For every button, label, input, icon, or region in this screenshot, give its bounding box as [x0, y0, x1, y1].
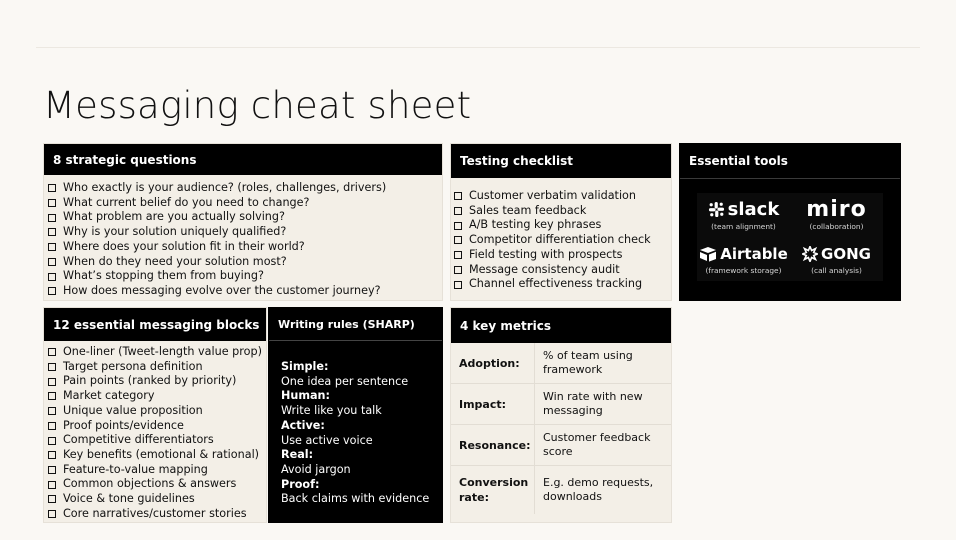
metric-name: Adoption:	[451, 343, 535, 383]
metric-name: Resonance:	[451, 425, 535, 465]
rule-key: Simple:	[281, 360, 329, 373]
metric-description: E.g. demo requests, downloads	[543, 475, 654, 503]
metric-row	[451, 466, 671, 514]
essential-tools-heading: Essential tools	[680, 144, 900, 179]
gong-icon	[802, 246, 818, 262]
writing-rules-heading: Writing rules (SHARP)	[269, 308, 442, 341]
key-metrics-heading: 4 key metrics	[451, 308, 671, 343]
airtable-icon	[699, 246, 717, 262]
checkbox-icon	[48, 437, 56, 445]
checkbox-icon	[48, 273, 56, 281]
strategic-questions-heading: 8 strategic questions	[44, 144, 442, 175]
list-item: Why is your solution uniquely qualified?	[48, 225, 442, 240]
checkbox-icon	[454, 192, 462, 200]
list-item: Unique value proposition	[48, 404, 266, 419]
rule-key: Real:	[281, 448, 314, 462]
list-item: What problem are you actually solving?	[48, 210, 442, 225]
testing-checklist-list	[451, 178, 671, 292]
rule-value: Use active voice	[281, 433, 373, 447]
strategic-questions-list	[44, 175, 442, 299]
rule-value: Write like you talk	[281, 404, 382, 418]
checkbox-icon	[48, 243, 56, 251]
checkbox-icon	[48, 378, 56, 386]
checkbox-icon	[48, 481, 56, 489]
list-item: Message consistency audit	[454, 263, 671, 278]
writing-rules-list	[269, 341, 442, 507]
list-item: Common objections & answers	[48, 477, 266, 492]
list-item: Competitive differentiators	[48, 433, 266, 448]
list-item: A/B testing key phrases	[454, 218, 671, 233]
messaging-blocks-panel	[43, 307, 267, 523]
checkbox-icon	[48, 510, 56, 518]
top-divider	[36, 47, 920, 48]
list-item: Competitor differentiation check	[454, 233, 671, 248]
rule-value: Back claims with evidence	[281, 492, 430, 506]
gong-logo: GONG (call analysis)	[790, 237, 883, 281]
slack-icon	[708, 201, 725, 218]
checkbox-icon	[454, 281, 462, 289]
list-item: Customer verbatim validation	[454, 189, 671, 204]
checkbox-icon	[454, 266, 462, 274]
checkbox-icon	[48, 184, 56, 192]
checkbox-icon	[48, 451, 56, 459]
essential-tools-panel	[679, 143, 901, 301]
list-item: Channel effectiveness tracking	[454, 277, 671, 292]
list-item: Market category	[48, 389, 266, 404]
checkbox-icon	[48, 363, 56, 371]
list-item: What’s stopping them from buying?	[48, 269, 442, 284]
list-item: What current belief do you need to change?	[48, 196, 442, 211]
metric-name: Conversion rate:	[451, 466, 535, 514]
list-item: Field testing with prospects	[454, 248, 671, 263]
testing-checklist-panel	[450, 143, 672, 301]
checkbox-icon	[48, 466, 56, 474]
metric-name: Impact:	[451, 384, 535, 424]
metric-description: Customer feedback score	[543, 430, 651, 458]
rule-value: Avoid jargon	[281, 462, 351, 476]
list-item: Target persona definition	[48, 360, 266, 375]
checkbox-icon	[48, 348, 56, 356]
airtable-logo: Airtable (framework storage)	[697, 237, 790, 281]
list-item: Core narratives/customer stories	[48, 507, 266, 522]
list-item: Feature-to-value mapping	[48, 463, 266, 478]
list-item: One-liner (Tweet-length value prop)	[48, 345, 266, 360]
checkbox-icon	[48, 228, 56, 236]
metric-row	[451, 343, 671, 384]
checkbox-icon	[48, 258, 56, 266]
list-item: Voice & tone guidelines	[48, 492, 266, 507]
list-item: How does messaging evolve over the customer journey?	[48, 284, 442, 299]
list-item: Where does your solution fit in their world?	[48, 240, 442, 255]
list-item: Pain points (ranked by priority)	[48, 374, 266, 389]
metric-description: Win rate with new messaging	[543, 389, 643, 417]
writing-rules-panel	[268, 307, 443, 523]
checkbox-icon	[48, 392, 56, 400]
messaging-blocks-list	[44, 341, 266, 521]
checkbox-icon	[48, 407, 56, 415]
strategic-questions-panel	[43, 143, 443, 301]
slack-logo: slack (team alignment)	[697, 193, 790, 237]
checkbox-icon	[454, 222, 462, 230]
list-item: When do they need your solution most?	[48, 255, 442, 270]
tools-logo-grid	[697, 193, 883, 281]
messaging-blocks-heading: 12 essential messaging blocks	[44, 308, 266, 341]
testing-checklist-heading: Testing checklist	[451, 144, 671, 178]
rule-key: Active:	[281, 418, 325, 432]
list-item: Who exactly is your audience? (roles, challenges, drivers)	[48, 181, 442, 196]
miro-logo: miro (collaboration)	[806, 196, 867, 231]
list-item: Key benefits (emotional & rational)	[48, 448, 266, 463]
rule-key: Proof:	[281, 477, 320, 491]
checkbox-icon	[48, 422, 56, 430]
checkbox-icon	[48, 287, 56, 295]
page-title: Messaging cheat sheet	[43, 84, 472, 127]
metric-description: % of team using framework	[543, 348, 633, 376]
metric-row	[451, 384, 671, 425]
rule-key: Human:	[281, 389, 330, 403]
rule-value: One idea per sentence	[281, 374, 409, 388]
list-item: Sales team feedback	[454, 204, 671, 219]
checkbox-icon	[454, 236, 462, 244]
checkbox-icon	[454, 207, 462, 215]
key-metrics-panel	[450, 307, 672, 523]
checkbox-icon	[454, 251, 462, 259]
checkbox-icon	[48, 495, 56, 503]
checkbox-icon	[48, 199, 56, 207]
metric-row	[451, 425, 671, 466]
checkbox-icon	[48, 214, 56, 222]
list-item: Proof points/evidence	[48, 419, 266, 434]
